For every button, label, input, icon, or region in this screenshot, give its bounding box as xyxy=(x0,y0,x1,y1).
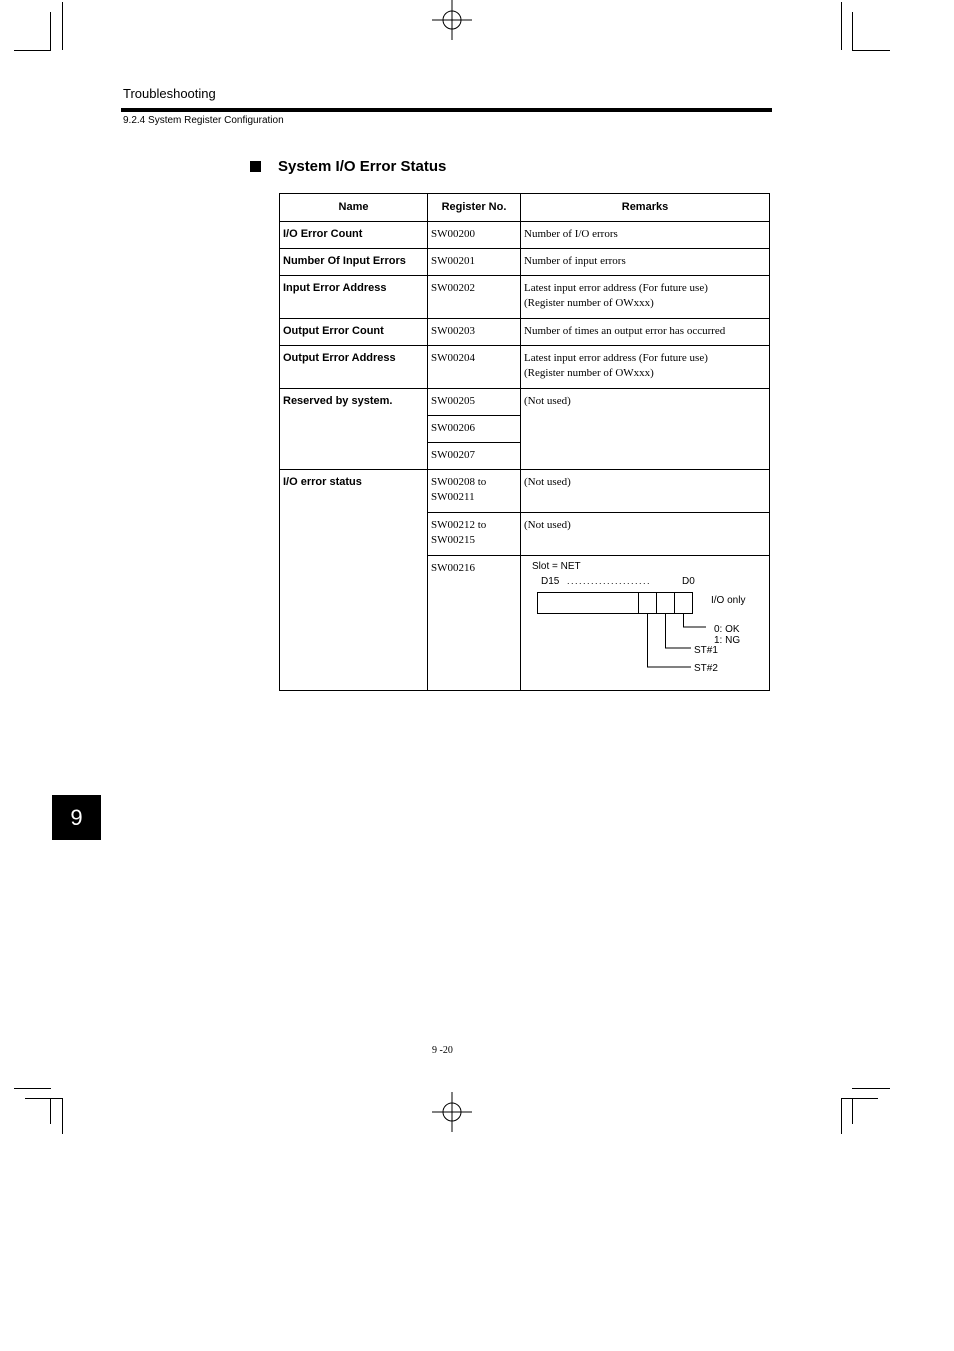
row-register: SW00206 xyxy=(428,416,521,443)
crop-mark xyxy=(50,1098,51,1124)
bit-register-diagram xyxy=(521,556,769,683)
msb-label: D15 xyxy=(541,576,560,587)
ok-label: 0: OK xyxy=(714,624,740,635)
row-register: SW00202 xyxy=(428,276,521,319)
row-name: I/O error status xyxy=(280,470,428,691)
row-register xyxy=(428,470,521,513)
row-name: Output Error Address xyxy=(280,346,428,389)
row-remarks: (Not used) xyxy=(521,470,770,513)
bit-dots: . . . . . . . . . . . . . . . . . . . . . xyxy=(567,576,650,586)
io-only-label: I/O only xyxy=(711,595,746,606)
remarks-line: Latest input error address (For future use) xyxy=(524,282,708,294)
register-line: SW00215 xyxy=(431,534,475,546)
row-register: SW00205 xyxy=(428,389,521,416)
section-title: System I/O Error Status xyxy=(278,158,447,175)
crop-mark xyxy=(14,50,51,51)
remarks-line: Latest input error address (For future use) xyxy=(524,352,708,364)
row-remarks: Number of I/O errors xyxy=(521,222,770,249)
bit-diagram-cell xyxy=(521,556,770,691)
crop-mark xyxy=(841,1098,842,1134)
table-row xyxy=(280,346,770,389)
row-register xyxy=(428,513,521,556)
subsection-header: 9.2.4 System Register Configuration xyxy=(123,115,284,126)
running-header: Troubleshooting xyxy=(123,86,216,101)
row-register: SW00207 xyxy=(428,443,521,470)
row-remarks xyxy=(521,346,770,389)
column-header: Register No. xyxy=(428,194,521,222)
st1-label: ST#1 xyxy=(694,645,718,656)
register-line: SW00212 to xyxy=(431,519,487,531)
row-register: SW00200 xyxy=(428,222,521,249)
row-name: Input Error Address xyxy=(280,276,428,319)
table-row xyxy=(280,249,770,276)
crop-mark xyxy=(50,12,51,50)
crop-mark xyxy=(841,1098,878,1099)
row-name: Reserved by system. xyxy=(280,389,428,470)
crop-mark xyxy=(841,2,842,50)
table-row xyxy=(280,222,770,249)
st2-label: ST#2 xyxy=(694,663,718,674)
crop-mark xyxy=(852,50,890,51)
row-register: SW00203 xyxy=(428,319,521,346)
row-name: Output Error Count xyxy=(280,319,428,346)
crop-mark xyxy=(14,1088,51,1089)
remarks-line: (Register number of OWxxx) xyxy=(524,297,654,309)
table-row xyxy=(280,389,770,416)
row-name: Number Of Input Errors xyxy=(280,249,428,276)
column-header: Remarks xyxy=(521,194,770,222)
crop-mark xyxy=(852,1088,890,1089)
row-name: I/O Error Count xyxy=(280,222,428,249)
crop-mark xyxy=(62,2,63,50)
crop-mark xyxy=(852,12,853,50)
row-remarks xyxy=(521,276,770,319)
table-row xyxy=(280,470,770,513)
register-line: SW00211 xyxy=(431,491,475,503)
crop-mark xyxy=(852,1098,853,1124)
row-remarks: (Not used) xyxy=(521,389,770,470)
section-bullet-icon xyxy=(250,161,261,172)
table-header-row xyxy=(280,194,770,222)
lsb-label: D0 xyxy=(682,576,695,587)
row-register: SW00201 xyxy=(428,249,521,276)
row-register: SW00216 xyxy=(428,556,521,691)
row-register: SW00204 xyxy=(428,346,521,389)
table-row xyxy=(280,276,770,319)
chapter-tab: 9 xyxy=(52,795,101,840)
registration-mark xyxy=(432,1092,472,1132)
row-remarks: Number of input errors xyxy=(521,249,770,276)
remarks-line: (Register number of OWxxx) xyxy=(524,367,654,379)
crop-mark xyxy=(25,1098,62,1099)
register-table xyxy=(279,193,770,691)
table-row xyxy=(280,319,770,346)
row-remarks: Number of times an output error has occurred xyxy=(521,319,770,346)
header-rule xyxy=(121,108,772,112)
crop-mark xyxy=(62,1098,63,1134)
register-line: SW00208 to xyxy=(431,476,487,488)
column-header: Name xyxy=(280,194,428,222)
slot-label: Slot = NET xyxy=(532,561,581,572)
ng-label: 1: NG xyxy=(714,635,741,646)
row-remarks: (Not used) xyxy=(521,513,770,556)
registration-mark xyxy=(432,0,472,40)
page-number: 9 -20 xyxy=(432,1045,453,1056)
